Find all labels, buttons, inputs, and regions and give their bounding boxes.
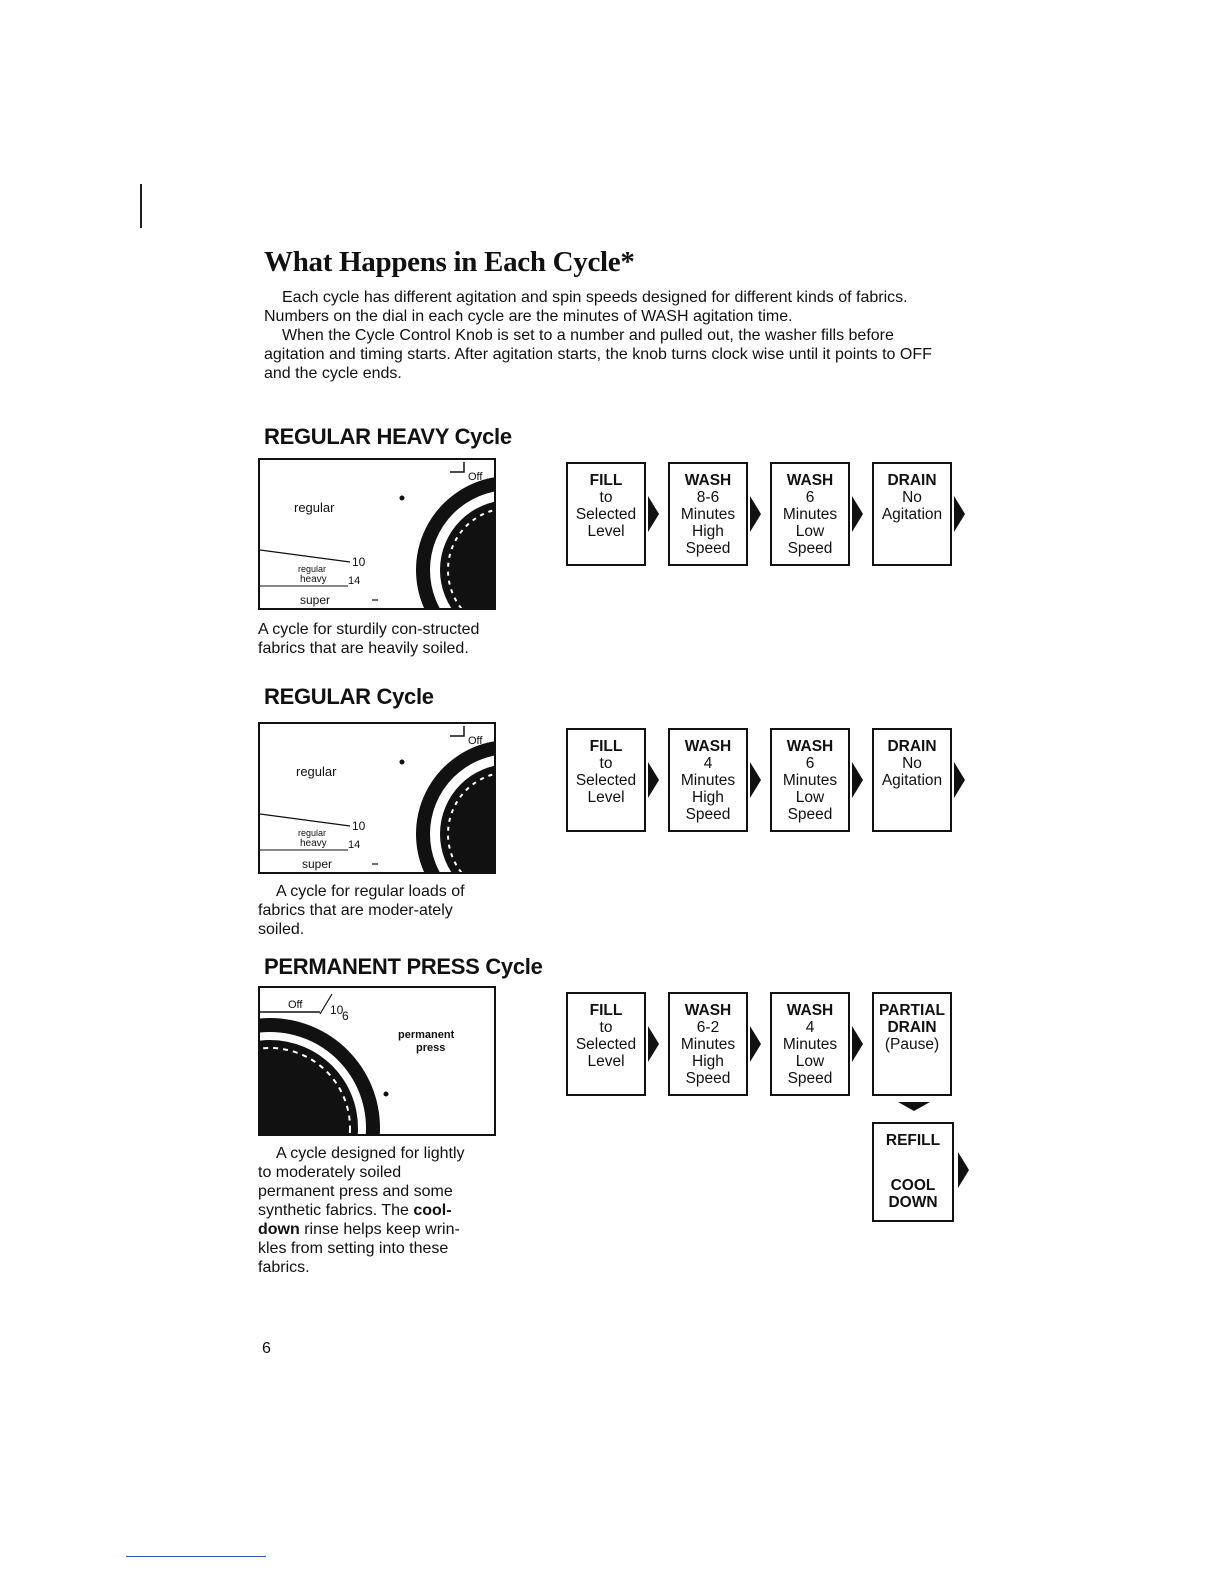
dial-regular-small-label: regular — [298, 828, 327, 838]
step-line: 4 — [703, 755, 713, 772]
step-line: Minutes — [680, 772, 736, 789]
flow-regular — [566, 728, 966, 838]
dial-heavy-label: heavy — [300, 838, 327, 849]
step-line: Speed — [685, 1070, 731, 1087]
section-title-regular-heavy: REGULAR HEAVY Cycle — [264, 424, 512, 449]
section-title-permanent-press: PERMANENT PRESS Cycle — [264, 954, 543, 979]
step-line: to — [599, 1019, 613, 1036]
step-box — [770, 462, 850, 566]
step-line: Low — [795, 789, 825, 806]
cool-label: COOL — [890, 1177, 936, 1194]
margin-bar — [140, 184, 142, 228]
refill-label: REFILL — [885, 1132, 941, 1149]
step-line: Selected — [575, 772, 637, 789]
step-line: Minutes — [782, 772, 838, 789]
right-arrow-icon — [648, 1026, 659, 1062]
dial-number-10: 10 — [330, 1003, 344, 1017]
right-arrow-icon — [954, 762, 965, 798]
section-title-regular: REGULAR Cycle — [264, 684, 434, 709]
footer-line — [126, 1556, 266, 1557]
dial-permanent-press — [258, 986, 496, 1136]
step-line: DRAIN — [887, 738, 937, 755]
step-box — [770, 728, 850, 832]
step-line: DRAIN — [887, 472, 937, 489]
dial-off-label: Off — [468, 471, 483, 483]
step-line: FILL — [589, 472, 623, 489]
step-box — [872, 728, 952, 832]
step-line: FILL — [589, 738, 623, 755]
right-arrow-icon — [750, 1026, 761, 1062]
step-line: Agitation — [881, 506, 943, 523]
right-arrow-icon — [852, 496, 863, 532]
caption-text-b: rinse helps keep wrin-kles from setting into these fabrics. — [258, 1221, 460, 1276]
step-line: Minutes — [782, 506, 838, 523]
step-line: Agitation — [881, 772, 943, 789]
step-line: WASH — [786, 472, 834, 489]
step-box — [872, 462, 952, 566]
step-line: 4 — [805, 1019, 815, 1036]
step-line: FILL — [589, 1002, 623, 1019]
dial-number-14: 14 — [348, 839, 361, 851]
step-line: PARTIAL — [878, 1002, 945, 1019]
step-line: WASH — [684, 1002, 732, 1019]
step-line: Minutes — [680, 506, 736, 523]
intro-text — [264, 288, 954, 383]
right-arrow-icon — [852, 762, 863, 798]
caption-regular: A cycle for regular loads of fabrics that are moder-ately soiled. — [258, 883, 465, 938]
step-line: High — [692, 523, 724, 540]
step-line: WASH — [786, 738, 834, 755]
step-box — [668, 992, 748, 1096]
dial-number-14: 14 — [348, 575, 361, 587]
right-arrow-icon — [750, 762, 761, 798]
dial-number-10: 10 — [352, 819, 366, 833]
step-line: WASH — [684, 472, 732, 489]
page-number: 6 — [262, 1340, 271, 1357]
step-box — [566, 728, 646, 832]
step-line: Level — [587, 789, 625, 806]
step-line: to — [599, 755, 613, 772]
flow-permanent-press — [566, 992, 966, 1102]
right-arrow-icon — [648, 496, 659, 532]
step-line: 6 — [805, 755, 815, 772]
refill-cool-down-box — [872, 1122, 954, 1222]
step-box — [872, 992, 952, 1096]
dial-number-10: 10 — [352, 555, 366, 569]
step-box — [566, 992, 646, 1096]
step-line: No — [902, 489, 922, 506]
dial-press-label: press — [416, 1042, 446, 1054]
step-line: Speed — [787, 1070, 833, 1087]
step-box — [566, 462, 646, 566]
dial-off-label: Off — [468, 735, 483, 747]
right-arrow-icon — [852, 1026, 863, 1062]
refill-arrow-icon — [958, 1152, 969, 1188]
step-line: 6-2 — [696, 1019, 720, 1036]
dial-number-6: 6 — [342, 1009, 349, 1023]
step-box — [668, 728, 748, 832]
step-line: High — [692, 789, 724, 806]
dial-regular — [258, 722, 496, 874]
step-line: Minutes — [782, 1036, 838, 1053]
step-line: Speed — [685, 540, 731, 557]
step-line: 6 — [805, 489, 815, 506]
step-line: DRAIN — [887, 1019, 937, 1036]
dial-regular-small-label: regular — [298, 564, 327, 574]
step-line: Selected — [575, 506, 637, 523]
step-box — [668, 462, 748, 566]
down-label: DOWN — [888, 1194, 938, 1211]
right-arrow-icon — [750, 496, 761, 532]
caption-bold: cool-down — [258, 1202, 452, 1238]
step-line: WASH — [786, 1002, 834, 1019]
right-arrow-icon — [954, 496, 965, 532]
step-line: No — [902, 755, 922, 772]
dial-off-label: Off — [288, 999, 303, 1011]
step-line: WASH — [684, 738, 732, 755]
page-title: What Happens in Each Cycle* — [264, 246, 635, 278]
step-line: Level — [587, 1053, 625, 1070]
down-arrow-icon — [898, 1102, 930, 1111]
intro-paragraph-1: Each cycle has different agitation and spin speeds designed for different kinds of fabrics. Numbers on the dial in each cycle are the minutes of WASH agitation time. — [264, 289, 908, 325]
dial-permanent-label: permanent — [398, 1029, 455, 1041]
dial-regular-label: regular — [296, 764, 337, 779]
step-line: (Pause) — [884, 1036, 940, 1053]
step-line: Speed — [685, 806, 731, 823]
dial-regular-label: regular — [294, 500, 335, 515]
caption-text-a: A cycle designed for lightly to moderately soiled permanent press and some synthetic fabrics. The — [258, 1145, 465, 1219]
step-line: Speed — [787, 540, 833, 557]
step-line: Low — [795, 523, 825, 540]
step-line: to — [599, 489, 613, 506]
dial-super-label: super — [300, 593, 331, 607]
right-arrow-icon — [648, 762, 659, 798]
step-line: 8-6 — [696, 489, 720, 506]
dial-heavy-label: heavy — [300, 574, 327, 585]
caption-regular-heavy: A cycle for sturdily con-structed fabrics that are heavily soiled. — [258, 621, 480, 657]
dial-super-label: super — [302, 857, 333, 871]
step-box — [770, 992, 850, 1096]
step-line: High — [692, 1053, 724, 1070]
step-line: Speed — [787, 806, 833, 823]
flow-regular-heavy — [566, 462, 966, 572]
step-line: Minutes — [680, 1036, 736, 1053]
step-line: Selected — [575, 1036, 637, 1053]
caption-permanent-press — [258, 1144, 478, 1277]
dial-regular-heavy — [258, 458, 496, 610]
step-line: Level — [587, 523, 625, 540]
intro-paragraph-2: When the Cycle Control Knob is set to a number and pulled out, the washer fills before agitation and timing starts. After agitation starts, the knob turns clock wise until it points to OFF and the cycle ends. — [264, 327, 932, 382]
step-line: Low — [795, 1053, 825, 1070]
